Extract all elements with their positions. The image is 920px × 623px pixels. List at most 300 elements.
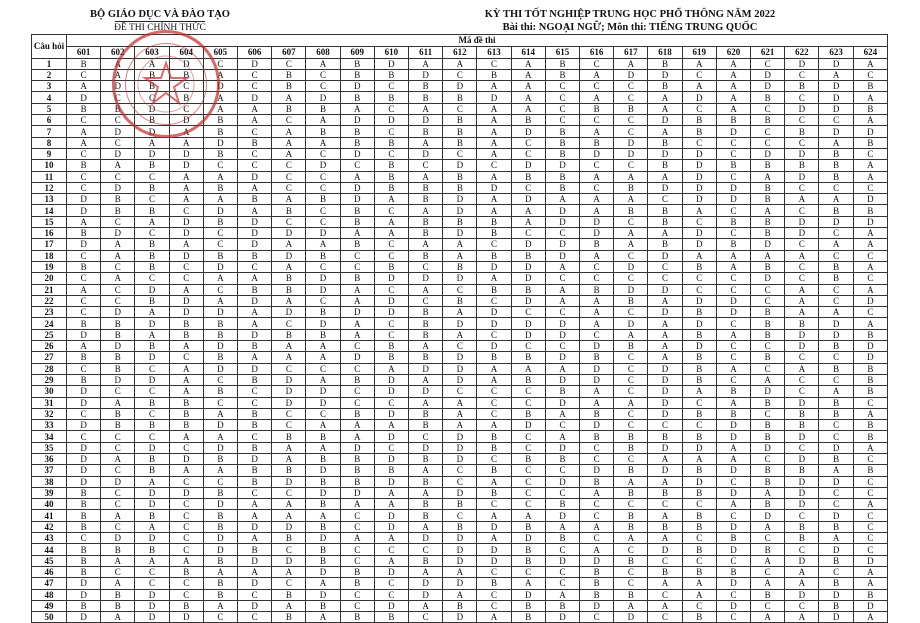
answer-cell: B [545,137,579,148]
answer-cell: D [545,442,579,453]
answer-cell: B [580,408,614,419]
answer-cell: B [477,284,511,295]
answer-cell: B [409,453,443,464]
answer-cell: D [340,148,374,159]
answer-cell: A [306,510,340,521]
answer-cell: C [203,374,237,385]
answer-cell: C [238,612,272,623]
answer-cell: A [648,533,682,544]
answer-cell: A [716,329,750,340]
answer-cell: D [101,533,135,544]
answer-cell: B [751,420,785,431]
answer-cell: B [614,510,648,521]
answer-cell: C [374,148,408,159]
question-number: 27 [32,352,67,363]
official-exam-label: ĐỀ THI CHÍNH THỨC [114,23,206,33]
answer-cell: D [101,476,135,487]
answer-cell: A [374,363,408,374]
answer-cell: D [135,600,169,611]
answer-cell: D [203,341,237,352]
answer-cell: B [545,126,579,137]
exam-code-header: 614 [511,46,545,58]
answer-cell: A [853,442,887,453]
answer-cell: D [67,386,101,397]
answer-cell: D [785,341,819,352]
question-number: 46 [32,566,67,577]
answer-cell: D [819,103,853,114]
exam-code-header: 610 [374,46,408,58]
answer-cell: C [135,431,169,442]
answer-cell: A [135,521,169,532]
answer-cell: B [443,216,477,227]
answer-cell: A [67,284,101,295]
answer-cell: C [477,499,511,510]
question-number: 22 [32,295,67,306]
answer-cell: C [785,92,819,103]
answer-cell: C [614,126,648,137]
answer-cell: C [819,566,853,577]
question-number: 37 [32,465,67,476]
question-number: 44 [32,544,67,555]
answer-cell: B [511,284,545,295]
table-row [32,476,888,487]
exam-subject: Bài thi: NGOẠI NGỮ; Môn thi: TIẾNG TRUNG QUỐC [502,22,758,33]
answer-cell: D [203,363,237,374]
question-number: 32 [32,408,67,419]
answer-cell: C [580,510,614,521]
answer-cell: C [751,137,785,148]
answer-cell: A [203,273,237,284]
answer-cell: D [203,499,237,510]
answer-cell: C [272,487,306,498]
answer-cell: C [101,137,135,148]
answer-cell: A [716,363,750,374]
answer-cell: B [785,318,819,329]
answer-cell: B [67,487,101,498]
answer-cell: A [853,499,887,510]
answer-cell: B [614,205,648,216]
answer-cell: A [101,612,135,623]
answer-cell: B [67,555,101,566]
question-number: 45 [32,555,67,566]
answer-cell: B [203,521,237,532]
answer-cell: C [374,126,408,137]
answer-cell: B [682,374,716,385]
answer-cell: B [409,307,443,318]
answer-cell: B [614,487,648,498]
answer-cell: A [682,386,716,397]
answer-cell: A [580,307,614,318]
answer-cell: D [67,239,101,250]
answer-cell: A [306,578,340,589]
answer-cell: A [238,115,272,126]
answer-cell: A [409,103,443,114]
answer-cell: D [648,148,682,159]
answer-cell: B [614,431,648,442]
answer-cell: B [203,148,237,159]
answer-cell: B [67,228,101,239]
answer-cell: A [751,205,785,216]
answer-cell: A [853,261,887,272]
answer-cell: C [716,510,750,521]
answer-cell: C [306,408,340,419]
answer-cell: B [306,329,340,340]
answer-cell: C [545,566,579,577]
answer-cell: D [716,465,750,476]
question-number: 23 [32,307,67,318]
answer-cell: D [238,555,272,566]
answer-cell: D [716,487,750,498]
answer-cell: A [67,81,101,92]
answer-cell: B [477,352,511,363]
answer-cell: C [306,261,340,272]
answer-cell: D [580,465,614,476]
answer-cell: D [853,352,887,363]
question-number: 18 [32,250,67,261]
answer-cell: C [169,103,203,114]
answer-cell: D [101,81,135,92]
answer-cell: D [716,182,750,193]
exam-code-header: 601 [67,46,101,58]
answer-cell: A [374,216,408,227]
answer-cell: B [682,510,716,521]
answer-cell: D [203,205,237,216]
answer-cell: B [716,160,750,171]
answer-cell: D [306,589,340,600]
answer-cell: A [169,374,203,385]
answer-cell: C [682,273,716,284]
answer-cell: C [272,58,306,69]
answer-cell: D [477,544,511,555]
answer-cell: D [203,442,237,453]
answer-cell: A [853,239,887,250]
answer-cell: C [101,295,135,306]
answer-cell: B [614,295,648,306]
question-number: 47 [32,578,67,589]
answer-cell: B [648,160,682,171]
answer-cell: B [67,600,101,611]
answer-cell: C [169,521,203,532]
answer-cell: A [272,137,306,148]
answer-cell: B [67,103,101,114]
answer-cell: B [409,194,443,205]
answer-cell: B [374,92,408,103]
answer-cell: A [580,171,614,182]
table-row [32,555,888,566]
answer-cell: D [716,544,750,555]
answer-cell: D [101,341,135,352]
exam-code-header: 620 [716,46,750,58]
answer-cell: C [785,273,819,284]
answer-cell: C [853,148,887,159]
answer-cell: C [443,341,477,352]
answer-cell: C [751,566,785,577]
answer-cell: D [238,228,272,239]
answer-cell: D [477,92,511,103]
exam-code-header: 622 [785,46,819,58]
answer-cell: D [819,476,853,487]
answer-cell: C [545,487,579,498]
answer-cell: B [374,137,408,148]
answer-cell: B [716,239,750,250]
answer-cell: B [443,521,477,532]
answer-cell: C [785,442,819,453]
answer-cell: C [135,228,169,239]
answer-cell: C [238,487,272,498]
answer-cell: B [580,352,614,363]
answer-cell: A [785,284,819,295]
answer-cell: B [511,408,545,419]
question-number: 49 [32,600,67,611]
answer-cell: D [238,453,272,464]
answer-cell: C [853,250,887,261]
exam-code-header: 607 [272,46,306,58]
answer-cell: C [853,307,887,318]
answer-cell: A [477,510,511,521]
answer-cell: D [580,228,614,239]
answer-cell: A [272,600,306,611]
answer-cell: C [545,420,579,431]
answer-cell: B [67,58,101,69]
answer-cell: C [169,442,203,453]
question-number: 41 [32,510,67,521]
answer-cell: D [340,81,374,92]
answer-cell: B [101,363,135,374]
answer-cell: D [751,148,785,159]
answer-cell: C [67,363,101,374]
answer-cell: A [545,431,579,442]
answer-cell: D [716,194,750,205]
answer-cell: B [272,284,306,295]
answer-cell: D [203,81,237,92]
answer-cell: D [853,295,887,306]
answer-cell: D [306,318,340,329]
answer-cell: A [477,205,511,216]
answer-cell: B [819,341,853,352]
answer-cell: B [340,465,374,476]
answer-cell: A [545,589,579,600]
answer-cell: C [101,521,135,532]
answer-cell: B [853,329,887,340]
answer-cell: A [169,386,203,397]
answer-cell: A [511,103,545,114]
answer-cell: B [272,205,306,216]
answer-cell: B [545,386,579,397]
answer-cell: B [853,81,887,92]
answer-cell: D [374,521,408,532]
question-number: 14 [32,205,67,216]
answer-cell: B [751,476,785,487]
answer-cell: C [101,386,135,397]
answer-cell: C [374,397,408,408]
answer-cell: C [648,555,682,566]
answer-cell: D [545,216,579,227]
answer-cell: A [580,205,614,216]
answer-cell: B [203,329,237,340]
answer-cell: C [819,487,853,498]
answer-cell: B [135,420,169,431]
answer-cell: B [751,544,785,555]
table-row [32,612,888,623]
answer-cell: C [614,499,648,510]
table-row [32,295,888,306]
answer-cell: D [785,555,819,566]
answer-cell: C [101,261,135,272]
answer-cell: C [477,453,511,464]
answer-cell: D [443,228,477,239]
answer-cell: D [135,103,169,114]
answer-cell: C [272,171,306,182]
table-row [32,261,888,272]
answer-cell: B [819,555,853,566]
answer-cell: D [306,566,340,577]
answer-cell: B [409,408,443,419]
answer-cell: D [443,194,477,205]
exam-header [430,8,830,34]
answer-cell: D [409,363,443,374]
answer-cell: A [648,228,682,239]
answer-cell: C [374,239,408,250]
answer-cell: C [135,408,169,419]
exam-code-header: 621 [751,46,785,58]
answer-cell: D [67,329,101,340]
answer-cell: C [238,160,272,171]
answer-cell: C [580,329,614,340]
answer-cell: C [272,160,306,171]
answer-cell: A [648,510,682,521]
answer-cell: B [409,182,443,193]
answer-cell: A [238,182,272,193]
answer-cell: C [682,103,716,114]
table-row [32,397,888,408]
answer-cell: D [853,600,887,611]
answer-cell: B [409,126,443,137]
answer-cell: B [819,160,853,171]
answer-cell: C [853,544,887,555]
answer-cell: B [511,521,545,532]
answer-cell: A [340,431,374,442]
answer-cell: B [203,578,237,589]
answer-cell: B [545,533,579,544]
answer-cell: C [169,578,203,589]
answer-cell: C [203,239,237,250]
answer-cell: D [511,318,545,329]
answer-cell: B [272,81,306,92]
answer-cell: A [169,431,203,442]
answer-cell: B [101,352,135,363]
answer-cell: B [682,363,716,374]
answer-cell: C [340,544,374,555]
answer-cell: B [409,318,443,329]
answer-cell: D [67,465,101,476]
answer-cell: D [374,58,408,69]
answer-cell: A [511,363,545,374]
answer-cell: D [614,148,648,159]
answer-cell: D [340,194,374,205]
answer-cell: C [272,182,306,193]
question-number: 9 [32,148,67,159]
answer-cell: D [751,273,785,284]
answer-cell: A [614,239,648,250]
answer-cell: D [545,205,579,216]
answer-cell: D [545,250,579,261]
answer-cell: A [477,115,511,126]
answer-cell: D [545,374,579,385]
answer-cell: A [511,216,545,227]
answer-cell: B [648,487,682,498]
answer-cell: A [511,205,545,216]
answer-cell: B [135,182,169,193]
answer-cell: B [682,115,716,126]
answer-cell: B [67,499,101,510]
answer-cell: D [67,578,101,589]
answer-cell: C [545,273,579,284]
answer-cell: D [511,533,545,544]
answer-cell: B [340,566,374,577]
answer-cell: C [614,363,648,374]
answer-cell: A [203,566,237,577]
answer-cell: C [648,420,682,431]
answer-cell: D [545,612,579,623]
answer-cell: D [135,352,169,363]
answer-cell: C [306,171,340,182]
question-number: 16 [32,228,67,239]
answer-cell: B [682,544,716,555]
answer-cell: D [409,578,443,589]
answer-cell: A [169,555,203,566]
answer-cell: B [272,612,306,623]
answer-cell: D [374,307,408,318]
ministry-name: BỘ GIÁO DỤC VÀ ĐÀO TẠO [90,9,230,20]
answer-cell: D [682,171,716,182]
answer-cell: A [135,329,169,340]
answer-cell: A [614,397,648,408]
answer-cell: A [614,171,648,182]
answer-cell: B [477,250,511,261]
answer-cell: B [203,182,237,193]
answer-cell: A [511,58,545,69]
answer-cell: A [272,148,306,159]
answer-cell: B [340,216,374,227]
answer-cell: B [409,499,443,510]
answer-cell: C [374,103,408,114]
answer-cell: A [272,126,306,137]
answer-cell: B [751,589,785,600]
answer-cell: D [443,442,477,453]
answer-cell: D [374,510,408,521]
answer-cell: B [853,103,887,114]
answer-cell: A [785,612,819,623]
answer-cell: A [238,318,272,329]
answer-cell: C [443,284,477,295]
answer-cell: B [306,476,340,487]
answer-cell: B [477,465,511,476]
answer-cell: D [716,431,750,442]
answer-cell: A [340,295,374,306]
answer-cell: D [648,69,682,80]
answer-cell: A [67,216,101,227]
answer-cell: D [272,397,306,408]
answer-cell: C [751,408,785,419]
answer-cell: A [648,171,682,182]
answer-cell: D [819,589,853,600]
answer-cell: A [853,612,887,623]
answer-cell: C [67,533,101,544]
answer-cell: D [101,148,135,159]
answer-cell: B [751,92,785,103]
table-row [32,386,888,397]
answer-cell: D [272,374,306,385]
